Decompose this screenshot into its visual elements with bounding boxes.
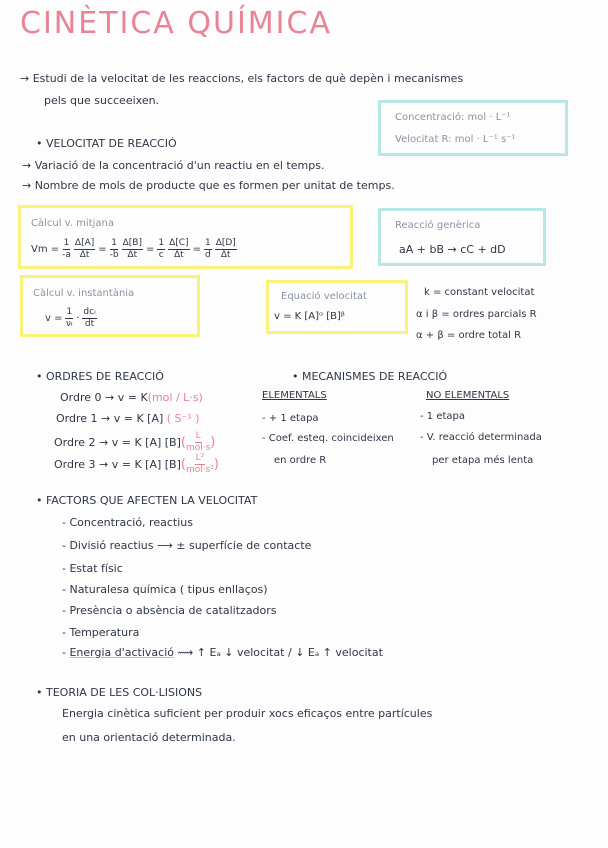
factor-5: - Presència o absència de catalitzadors [62, 604, 277, 617]
note-k: k = constant velocitat [424, 287, 535, 298]
frac-8: $\frac{\Delta[D]}{\Delta t}$ [215, 238, 236, 260]
elementals-item-1: - + 1 etapa [262, 413, 319, 424]
ordre-0: Ordre 0 → v = K(mol / L·s) [60, 391, 203, 404]
frac-5: $\frac{1}{c}$ [158, 238, 165, 260]
note-alpha-beta: α i β = ordres parcials R [416, 309, 537, 320]
ordre-0-unit: (mol / L·s) [147, 391, 203, 404]
instant-label: Càlcul v. instantània [33, 288, 135, 299]
activation-energy-effect: ⟿ ↑ Eₐ ↓ velocitat / ↓ Eₐ ↑ velocitat [177, 646, 383, 659]
instant-formula: v = $\frac{1}{\text{νᵢ}}$ · $\frac{\text{dcᵢ}}{dt}$ [45, 307, 96, 329]
velocitat-heading: • VELOCITAT DE REACCIÓ [36, 137, 177, 150]
intro-line-2: pels que succeeixen. [44, 94, 160, 107]
units-box [378, 100, 568, 156]
ordre-3-unit: $\frac{\text{L²}}{\text{mol·s²}}$ [185, 453, 214, 475]
ordre-3: Ordre 3 → v = K [A] [B] ( $\frac{\text{L²}}{\text{mol·s²}}$ ) [54, 453, 219, 475]
vm-symbol: Vm = [31, 244, 60, 255]
ordre-1-unit: ( S⁻¹ ) [166, 412, 200, 425]
no-elementals-item-3: per etapa més lenta [432, 455, 534, 466]
mitjana-box [18, 205, 353, 269]
ordre-2: Ordre 2 → v = K [A] [B] ( $\frac{L}{\text{mol·s}}$ ) [54, 431, 216, 453]
factor-2: - Divisió reactius ⟶ ± superfície de contacte [62, 539, 312, 552]
frac-2: $\frac{\Delta[A]}{\Delta t}$ [74, 238, 95, 260]
generic-box [378, 208, 546, 266]
ordre-2-unit: $\frac{L}{\text{mol·s}}$ [185, 431, 211, 453]
velocitat-line-1: → Variació de la concentració d'un reactiu en el temps. [22, 159, 325, 172]
factors-heading: • FACTORS QUE AFECTEN LA VELOCITAT [36, 494, 258, 507]
mecanismes-heading: • MECANISMES DE REACCIÓ [292, 370, 448, 383]
factor-4: - Naturalesa química ( tipus enllaços) [62, 583, 268, 596]
frac-7: $\frac{1}{d}$ [204, 238, 211, 260]
col-heading: • TEORIA DE LES COL·LISIONS [36, 686, 203, 699]
activation-energy: Energia d'activació [69, 646, 175, 659]
equacio-formula: v = K [A]ᵅ [B]ᵝ [274, 311, 345, 322]
elementals-heading: ELEMENTALS [262, 390, 327, 401]
instant-frac-2: $\frac{\text{dcᵢ}}{dt}$ [83, 307, 96, 329]
mitjana-formula [31, 238, 237, 261]
generic-equation: aA + bB → cC + dD [399, 243, 506, 256]
page-title: CINÈTICA QUÍMICA [20, 6, 332, 41]
eq-1: = [98, 244, 107, 255]
no-elementals-item-1: - 1 etapa [420, 411, 466, 422]
col-line-1: Energia cinètica suficient per produir xocs eficaços entre partícules [62, 707, 433, 720]
factor-7: - Energia d'activació ⟿ ↑ Eₐ ↓ velocitat / ↓ Eₐ ↑ velocitat [62, 646, 383, 659]
factor-3: - Estat físic [62, 562, 123, 575]
intro-line-1: → Estudi de la velocitat de les reaccions, els factors de què depèn i mecanismes [20, 72, 464, 85]
frac-3: $\frac{1}{-b}$ [109, 238, 119, 260]
instant-box [20, 275, 200, 337]
equacio-box [266, 280, 408, 334]
velocitat-line-2: → Nombre de mols de producte que es formen per unitat de temps. [22, 179, 395, 192]
no-elementals-item-2: - V. reacció determinada [420, 432, 542, 443]
equacio-label: Equació velocitat [281, 291, 367, 302]
elementals-item-2: - Coef. esteq. coincideixen [262, 433, 394, 444]
factor-6: - Temperatura [62, 626, 140, 639]
ordre-1: Ordre 1 → v = K [A] ( S⁻¹ ) [56, 412, 200, 425]
units-concentration: Concentració: mol · L⁻¹ [395, 112, 511, 123]
note-sum: α + β = ordre total R [416, 330, 522, 341]
instant-frac-1: $\frac{1}{\text{νᵢ}}$ [66, 307, 73, 329]
ordres-heading: • ORDRES DE REACCIÓ [36, 370, 164, 383]
elementals-item-3: en ordre R [274, 455, 327, 466]
frac-6: $\frac{\Delta[C]}{\Delta t}$ [169, 238, 189, 260]
eq-2: = [145, 244, 155, 255]
generic-label: Reacció genèrica [395, 220, 481, 231]
units-velocity: Velocitat R: mol · L⁻¹ s⁻¹ [395, 134, 516, 145]
mitjana-label: Càlcul v. mitjana [31, 218, 114, 229]
no-elementals-heading: NO ELEMENTALS [426, 390, 510, 401]
frac-4: $\frac{\Delta[B]}{\Delta t}$ [122, 238, 142, 260]
frac-1: $\frac{1}{-a}$ [62, 238, 71, 260]
factor-1: - Concentració, reactius [62, 516, 193, 529]
col-line-2: en una orientació determinada. [62, 731, 236, 744]
v-symbol: v = [45, 313, 63, 324]
eq-3: = [192, 244, 201, 255]
